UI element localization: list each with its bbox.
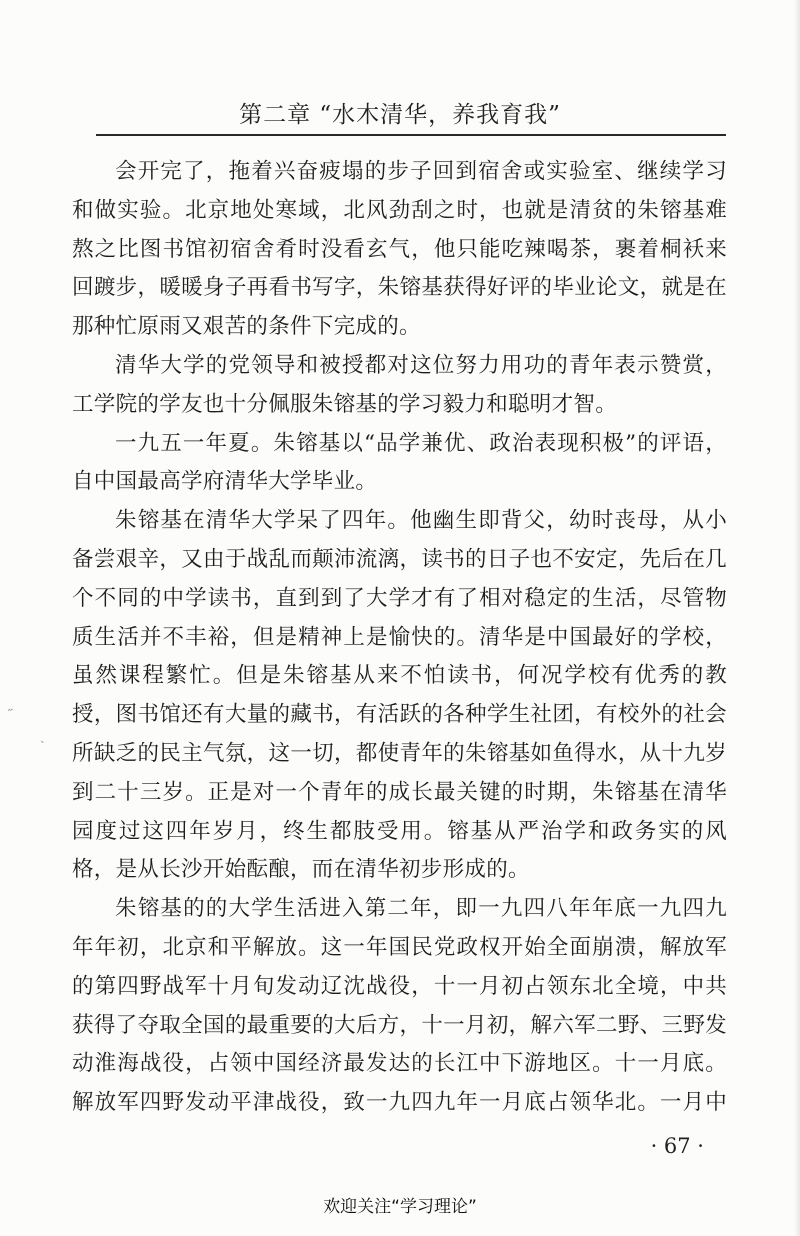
text-line: 朱镕基在清华大学呆了四年。他幽生即背父，幼时丧母，从小: [115, 508, 727, 534]
text-line: 质生活并不丰裕，但是精神上是愉快的。清华是中国最好的学校，: [72, 624, 727, 650]
text-line: 授，图书馆还有大量的藏书，有活跃的各种学生社团，有校外的社会: [72, 702, 727, 728]
text-line: 个不同的中学读书，直到到了大学才有了相对稳定的生活，尽管物: [72, 585, 727, 611]
text-line: 动淮海战役，占领中国经济最发达的长江中下游地区。十一月底。: [72, 1051, 727, 1077]
text-line: 的第四野战军十月旬发动辽沈战役，十一月初占领东北全境，中共: [72, 973, 727, 999]
page-edge-shadow: [794, 0, 800, 1236]
text-line: 格，是从长沙开始酝酿，而在清华初步形成的。: [72, 857, 530, 883]
text-line: 解放军四野发动平津战役，致一九四九年一月底占领华北。一月中: [72, 1090, 727, 1116]
scan-speck-mark: ˶: [8, 701, 13, 717]
text-line: 年年初，北京和平解放。这一年国民党政权开始全面崩溃，解放军: [72, 934, 727, 960]
text-line: 所缺乏的民主气氛，这一切，都使青年的朱镕基如鱼得水，从十九岁: [72, 740, 727, 766]
text-line: 工学院的学友也十分佩服朱镕基的学习毅力和聪明才智。: [72, 391, 618, 417]
text-line: 和做实验。北京地处寒域，北风劲刮之时，也就是清贫的朱镕基难: [72, 197, 727, 223]
text-line: 园度过这四年岁月，终生都肢受用。镕基从严治学和政务实的风: [72, 818, 727, 844]
footer-watermark-note: 欢迎关注“学习理论”: [323, 1197, 477, 1217]
text-line: 熬之比图书馆初宿舍肴时没看玄气，他只能吃辣喝茶，裹着桐袄来: [72, 236, 727, 262]
scan-speck-mark: ˴: [40, 733, 45, 749]
text-line: 会开完了，拖着兴奋疲塌的步子回到宿舍或实验室、继续学习: [115, 159, 727, 184]
text-line: 清华大学的党领导和被授都对这位努力用功的青年表示赞赏，: [115, 352, 727, 378]
body-text: [72, 153, 727, 1123]
text-line: 到二十三岁。正是对一个青年的成长最关键的时期，朱镕基在清华: [72, 779, 727, 805]
text-line: 虽然课程繁忙。但是朱镕基从来不怕读书，何况学校有优秀的教: [72, 663, 727, 689]
text-line: 一九五一年夏。朱镕基以“品学兼优、政治表现积极”的评语，: [115, 430, 727, 456]
running-header-title: 第二章 “水木清华，养我育我”: [239, 102, 561, 128]
header-rule: [96, 134, 726, 136]
text-line: 那种忙原雨又艰苦的条件下完成的。: [72, 314, 421, 340]
text-line: 获得了夺取全国的最重要的大后方，十一月初，解六军二野、三野发: [72, 1012, 727, 1038]
text-line: 朱镕基的的大学生活进入第二年，即一九四八年年底一九四九: [115, 896, 727, 922]
text-line: 备尝艰辛，又由于战乱而颠沛流漓，读书的日子也不安定，先后在几: [72, 546, 727, 572]
text-line: 自中国最高学府清华大学毕业。: [72, 469, 378, 495]
page-number: · 67 ·: [650, 1134, 704, 1158]
text-line: 回踱步，暖暖身子再看书写字，朱镕基获得好评的毕业论文，就是在: [72, 275, 727, 301]
